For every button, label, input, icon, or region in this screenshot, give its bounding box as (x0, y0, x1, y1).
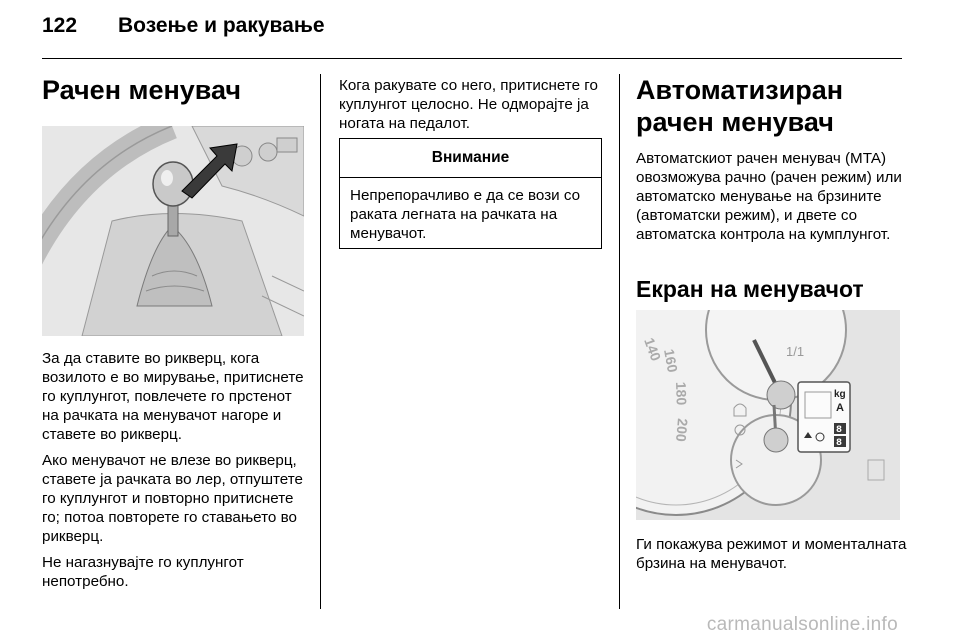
display-mode: A (836, 402, 844, 414)
paragraph-clutch-fully: Кога ракувате со него, притиснете го куплунгот целосно. Не одморајте ја ногата на педалот. (339, 77, 598, 132)
column-divider-1 (320, 74, 321, 609)
page-number: 122 (42, 14, 78, 37)
gear-lever-illustration (42, 126, 304, 336)
col3-caption (636, 535, 908, 580)
speed-label-160: 160 (661, 347, 681, 374)
paragraph-mta-description: Автоматскиот рачен менувач (MTA) овозможува рачно (рачен режим) или автоматско менување на брзините (автоматски режим), и двете со автоматска контрола на кумплунгот. (636, 150, 902, 243)
display-top: kg (834, 389, 846, 400)
running-title: Возење и ракување (118, 14, 325, 37)
speed-label-140: 140 (641, 335, 665, 363)
instrument-cluster-illustration (636, 310, 900, 520)
warning-title: Внимание (340, 139, 601, 178)
speed-label-200: 200 (672, 417, 691, 443)
caption-display: Ги покажува режимот и моменталната брзина на менувачот. (636, 536, 907, 572)
instrument-cluster-icon (636, 310, 900, 520)
gear-lever-icon (42, 126, 304, 336)
warning-text: Непрепорачливо е да се вози со раката легната на рачката на менувачот. (350, 187, 581, 242)
col1-text (42, 349, 312, 598)
section-heading-manual-gearbox: Рачен менувач (42, 75, 242, 105)
speed-label-180: 180 (673, 381, 690, 406)
subheading-gearbox-display: Екран на менувачот (636, 276, 864, 302)
watermark: carmanualsonline.info (706, 614, 898, 635)
col3-text (636, 149, 908, 251)
col2-text (339, 76, 605, 140)
display-bottom: 8 (836, 438, 843, 449)
column-divider-2 (619, 74, 620, 609)
paragraph-reverse-retry: Ако менувачот не влезе во рикверц, ставете ја рачката во лер, отпуштете го куплунгот и повторно притиснете го; потоа повторете го ставањето во рикверц. (42, 452, 303, 545)
paragraph-clutch-advice: Не нагазнувајте го куплунгот непотребно. (42, 554, 244, 590)
header-rule (42, 58, 902, 59)
paragraph-reverse-gear: За да ставите во рикверц, кога возилото е во мирување, притиснете го куплунгот, повлечете го прстенот на рачката на менувачот нагоре и ставете во рикверц. (42, 350, 304, 443)
warning-box (339, 138, 602, 249)
display-gear: 8 (836, 425, 843, 436)
fuel-fraction: 1/1 (786, 344, 805, 359)
section-heading-automated-gearbox: Автоматизиран рачен менувач (636, 75, 844, 137)
